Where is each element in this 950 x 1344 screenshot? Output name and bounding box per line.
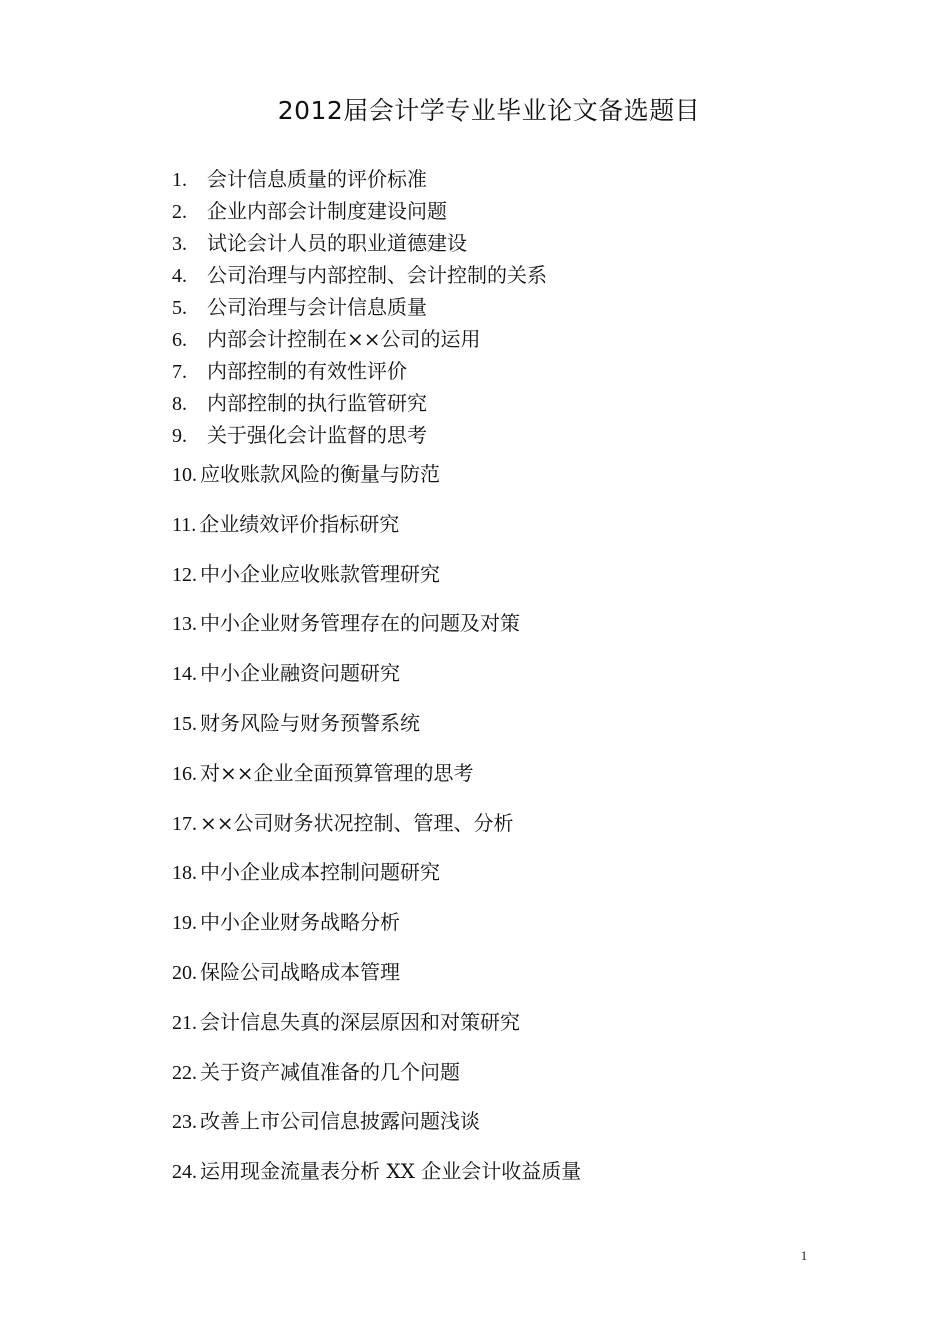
- list-item: [172, 906, 581, 956]
- list-item: [172, 856, 581, 906]
- item-number: 3.: [172, 233, 187, 255]
- item-text: 公司治理与会计信息质量: [207, 295, 427, 319]
- item-text: 会计信息质量的评价标准: [207, 167, 427, 191]
- list-item: [172, 1105, 581, 1155]
- item-text: 运用现金流量表分析 XX 企业会计收益质量: [200, 1159, 582, 1184]
- item-number: 15.: [172, 712, 197, 735]
- list-item: [172, 259, 547, 291]
- item-number: 22.: [172, 1061, 197, 1084]
- item-number: 2.: [172, 201, 187, 223]
- topic-list-10-to-24: [172, 458, 581, 1205]
- item-text: 保险公司战略成本管理: [200, 959, 400, 984]
- item-text: 应收账款风险的衡量与防范: [200, 462, 440, 486]
- list-item: [172, 387, 547, 419]
- list-item: [172, 1155, 581, 1205]
- list-item: [172, 419, 547, 451]
- list-item: [172, 195, 547, 227]
- list-item: [172, 1006, 581, 1056]
- list-item: [172, 291, 547, 323]
- item-number: 8.: [172, 393, 187, 415]
- item-number: 17.: [172, 812, 197, 835]
- item-text: 内部控制的有效性评价: [207, 359, 407, 383]
- item-text: 中小企业应收账款管理研究: [200, 561, 440, 586]
- item-number: 4.: [172, 265, 187, 287]
- item-number: 7.: [172, 361, 187, 383]
- item-number: 11.: [172, 513, 197, 536]
- item-text: 关于资产减值准备的几个问题: [200, 1059, 460, 1084]
- item-number: 21.: [172, 1011, 197, 1034]
- list-item: [172, 1056, 581, 1106]
- list-item: [172, 657, 581, 707]
- list-item: [172, 956, 581, 1006]
- item-number: 12.: [172, 563, 197, 586]
- item-text: 对××企业全面预算管理的思考: [200, 760, 474, 785]
- item-number: 14.: [172, 663, 197, 686]
- item-number: 18.: [172, 862, 197, 885]
- item-text: 内部会计控制在××公司的运用: [207, 327, 481, 351]
- item-text: ××公司财务状况控制、管理、分析: [200, 810, 514, 835]
- item-text: 中小企业财务管理存在的问题及对策: [200, 611, 520, 636]
- document-title: 2012届会计学专业毕业论文备选题目: [277, 96, 701, 125]
- page-number: 1: [800, 1248, 808, 1263]
- item-text: 试论会计人员的职业道德建设: [207, 231, 467, 255]
- list-item: [172, 163, 547, 195]
- list-item: [172, 508, 581, 558]
- item-text: 中小企业融资问题研究: [200, 661, 400, 686]
- list-item: [172, 323, 547, 355]
- item-text: 内部控制的执行监管研究: [207, 391, 427, 415]
- item-number: 5.: [172, 297, 187, 319]
- topic-list-1-to-9: [172, 163, 547, 451]
- list-item: [172, 355, 547, 387]
- list-item: [172, 558, 581, 608]
- list-item: [172, 458, 581, 508]
- item-number: 1.: [172, 169, 187, 191]
- item-text: 企业绩效评价指标研究: [199, 511, 400, 536]
- item-text: 公司治理与内部控制、会计控制的关系: [207, 263, 547, 287]
- item-text: 中小企业成本控制问题研究: [200, 860, 440, 885]
- item-number: 23.: [172, 1111, 197, 1134]
- item-number: 10.: [172, 464, 197, 486]
- item-text: 企业内部会计制度建设问题: [207, 199, 447, 223]
- list-item: [172, 707, 581, 757]
- item-text: 会计信息失真的深层原因和对策研究: [200, 1009, 520, 1034]
- item-text: 关于强化会计监督的思考: [207, 423, 427, 447]
- item-text: 改善上市公司信息披露问题浅谈: [200, 1109, 480, 1134]
- item-text: 财务风险与财务预警系统: [200, 710, 420, 735]
- item-number: 13.: [172, 613, 197, 636]
- item-number: 9.: [172, 425, 187, 447]
- item-number: 16.: [172, 762, 197, 785]
- item-number: 19.: [172, 912, 197, 935]
- list-item: [172, 227, 547, 259]
- list-item: [172, 807, 581, 857]
- item-number: 6.: [172, 329, 187, 351]
- item-number: 20.: [172, 961, 197, 984]
- list-item: [172, 607, 581, 657]
- item-text: 中小企业财务战略分析: [200, 910, 400, 935]
- list-item: [172, 757, 581, 807]
- item-number: 24.: [172, 1161, 197, 1184]
